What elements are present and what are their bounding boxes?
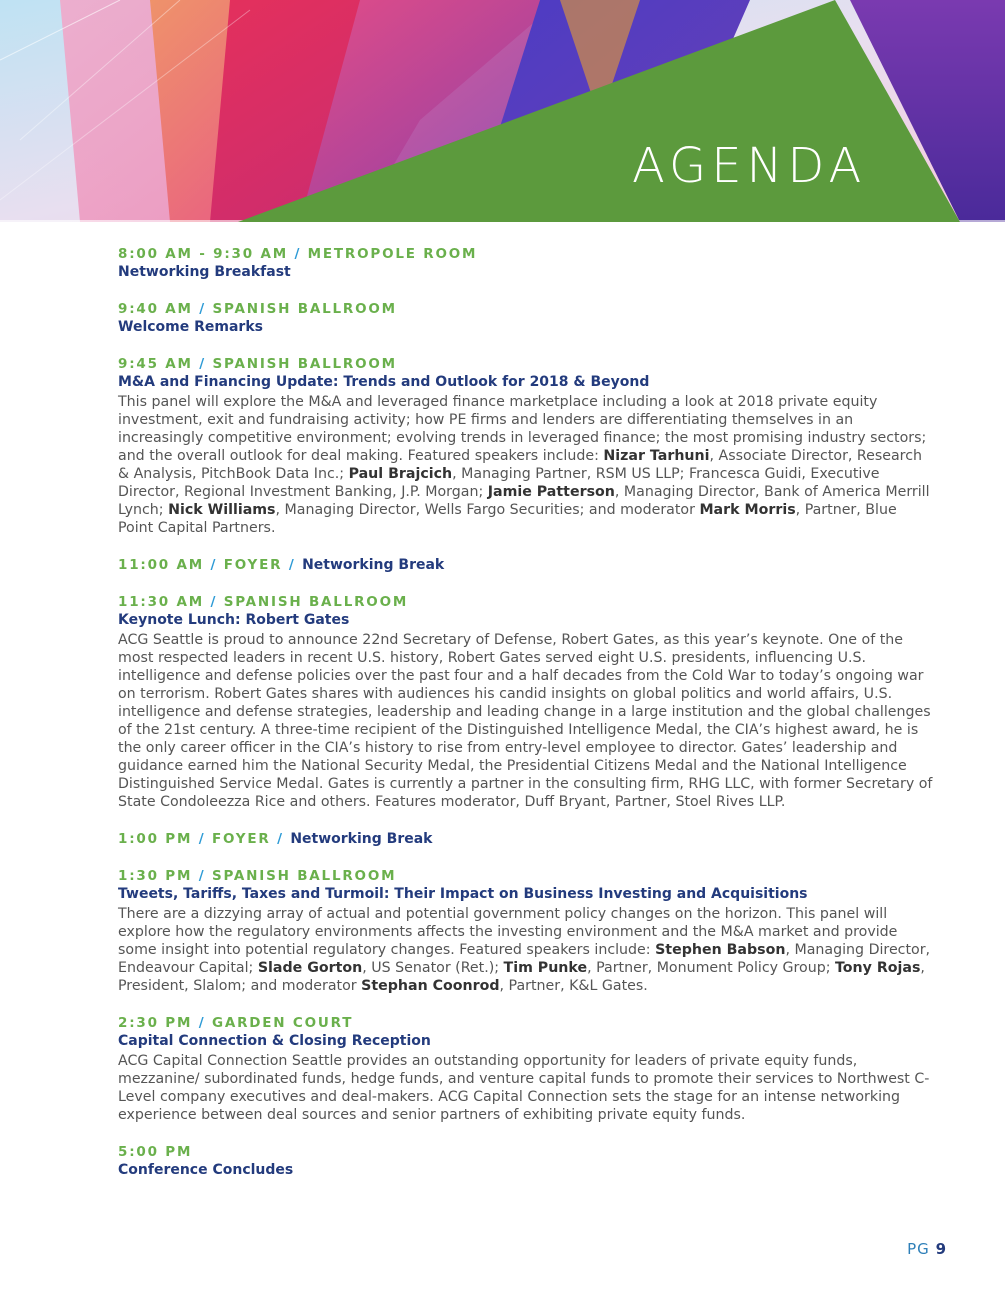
speaker-name: Nizar Tarhuni — [603, 448, 710, 464]
time: 11:00 AM — [118, 557, 204, 573]
speaker-name: Mark Morris — [699, 502, 796, 518]
time-location-line — [118, 355, 933, 373]
speaker-name: Stephen Babson — [655, 942, 786, 958]
agenda-list — [118, 245, 933, 1198]
session-title: M&A and Financing Update: Trends and Outlook for 2018 & Beyond — [118, 374, 650, 390]
time: 1:30 PM — [118, 868, 193, 884]
separator: / — [210, 594, 218, 610]
separator: / — [210, 557, 218, 573]
speaker-name: Slade Gorton — [257, 960, 363, 976]
location: SPANISH BALLROOM — [211, 868, 397, 884]
header-banner — [0, 0, 1005, 222]
location: SPANISH BALLROOM — [223, 594, 409, 610]
location: FOYER — [223, 557, 283, 573]
time-location-line — [118, 300, 933, 318]
agenda-item — [118, 867, 933, 995]
time-location-line — [118, 830, 933, 848]
session-description: ACG Capital Connection Seattle provides an outstanding opportunity for leaders of private equity funds, mezzanine/ subordinated funds, hedge funds, and venture capital funds to promote their services to Northwest C-Level company executives and deal-makers. ACG Capital Connection sets the stage for an intense networking experience between deal sources and senior partners of exhibiting private equity funds. — [118, 1053, 930, 1123]
separator: / — [198, 831, 206, 847]
time-location-line — [118, 1143, 933, 1161]
agenda-item — [118, 245, 933, 281]
time-location-line — [118, 867, 933, 885]
session-title: Tweets, Tariffs, Taxes and Turmoil: Their Impact on Business Investing and Acquisitions — [118, 886, 808, 902]
session-description: There are a dizzying array of actual and potential government policy changes on the horizon. This panel will explore how the regulatory environments affects the investing environment and the M&A market and provide some insight into potential regulatory changes. Featured speakers include: Stephen Babson, Managing Director, Endeavour Capital; Slade Gorton, US Senator (Ret.); Tim Punke, Partner, Monument Policy Group; Tony Rojas, President, Slalom; and moderator Stephan Coonrod, Partner, K&L Gates. — [118, 906, 931, 994]
time-location-line — [118, 556, 933, 574]
time: 9:40 AM — [118, 301, 193, 317]
speaker-name: Jamie Patterson — [487, 484, 615, 500]
location: GARDEN COURT — [211, 1015, 354, 1031]
separator: / — [198, 1015, 206, 1031]
separator: / — [199, 301, 206, 317]
time: 8:00 AM - 9:30 AM — [118, 246, 288, 262]
agenda-item — [118, 355, 933, 537]
session-title: Keynote Lunch: Robert Gates — [118, 612, 350, 628]
session-title: Welcome Remarks — [118, 319, 263, 335]
time: 9:45 AM — [118, 356, 193, 372]
agenda-item — [118, 830, 933, 848]
agenda-item — [118, 593, 933, 811]
page-number: PG 9 — [907, 1240, 947, 1258]
location: METROPOLE ROOM — [307, 246, 478, 262]
time: 2:30 PM — [118, 1015, 193, 1031]
speaker-name: Tim Punke — [503, 960, 588, 976]
time-location-line — [118, 1014, 933, 1032]
time: 11:30 AM — [118, 594, 204, 610]
separator: / — [277, 831, 284, 847]
separator: / — [198, 868, 206, 884]
agenda-item — [118, 300, 933, 336]
speaker-name: Nick Williams — [168, 502, 276, 518]
session-title: Conference Concludes — [118, 1162, 294, 1178]
session-title: Capital Connection & Closing Reception — [118, 1033, 431, 1049]
time-location-line — [118, 245, 933, 263]
page-title: AGENDA — [632, 138, 867, 194]
location: SPANISH BALLROOM — [212, 356, 397, 372]
location: FOYER — [211, 831, 271, 847]
time-location-line — [118, 593, 933, 611]
separator: / — [294, 246, 302, 262]
agenda-item — [118, 1014, 933, 1124]
speaker-name: Paul Brajcich — [348, 466, 453, 482]
separator: / — [288, 557, 296, 573]
separator: / — [199, 356, 206, 372]
session-title: Networking Break — [302, 557, 445, 573]
agenda-item — [118, 1143, 933, 1179]
speaker-name: Stephan Coonrod — [361, 978, 500, 994]
agenda-item — [118, 556, 933, 574]
location: SPANISH BALLROOM — [212, 301, 397, 317]
speaker-name: Tony Rojas — [835, 960, 921, 976]
time: 5:00 PM — [118, 1144, 193, 1160]
session-description: ACG Seattle is proud to announce 22nd Secretary of Defense, Robert Gates, as this year’s keynote. One of the most respected leaders in recent U.S. history, Robert Gates served eight U.S. presidents, influencing U.S. intelligence and defense policies over the past four and a half decades from the Cold War to today’s ongoing war on terrorism. Robert Gates shares with audiences his candid insights on global politics and world affairs, U.S. intelligence and defense strategies, leadership and leading change in a large institution and the global challenges of the 21st century. A three-time recipient of the Distinguished Intelligence Medal, the CIA’s highest award, he is the only career officer in the CIA’s history to rise from entry-level employee to director. Gates’ leadership and guidance earned him the National Security Medal, the Presidential Citizens Medal and the National Intelligence Distinguished Service Medal. Gates is currently a partner in the consulting firm, RHG LLC, with former Secretary of State Condoleezza Rice and others. Features moderator, Duff Bryant, Partner, Stoel Rives LLP. — [118, 632, 933, 810]
session-title: Networking Break — [290, 831, 433, 847]
session-description: This panel will explore the M&A and leveraged finance marketplace including a look at 2018 private equity investment, exit and fundraising activity; how PE firms and lenders are differentiating themselves in an increasingly competitive environment; evolving trends in leveraged finance; the most promising industry sectors; and the overall outlook for deal making. Featured speakers include: Nizar Tarhuni, Associate Director, Research & Analysis, PitchBook Data Inc.; Paul Brajcich, Managing Partner, RSM US LLP; Francesca Guidi, Executive Director, Regional Investment Banking, J.P. Morgan; Jamie Patterson, Managing Director, Bank of America Merrill Lynch; Nick Williams, Managing Director, Wells Fargo Securities; and moderator Mark Morris, Partner, Blue Point Capital Partners. — [118, 394, 930, 536]
session-title: Networking Breakfast — [118, 264, 291, 280]
time: 1:00 PM — [118, 831, 193, 847]
